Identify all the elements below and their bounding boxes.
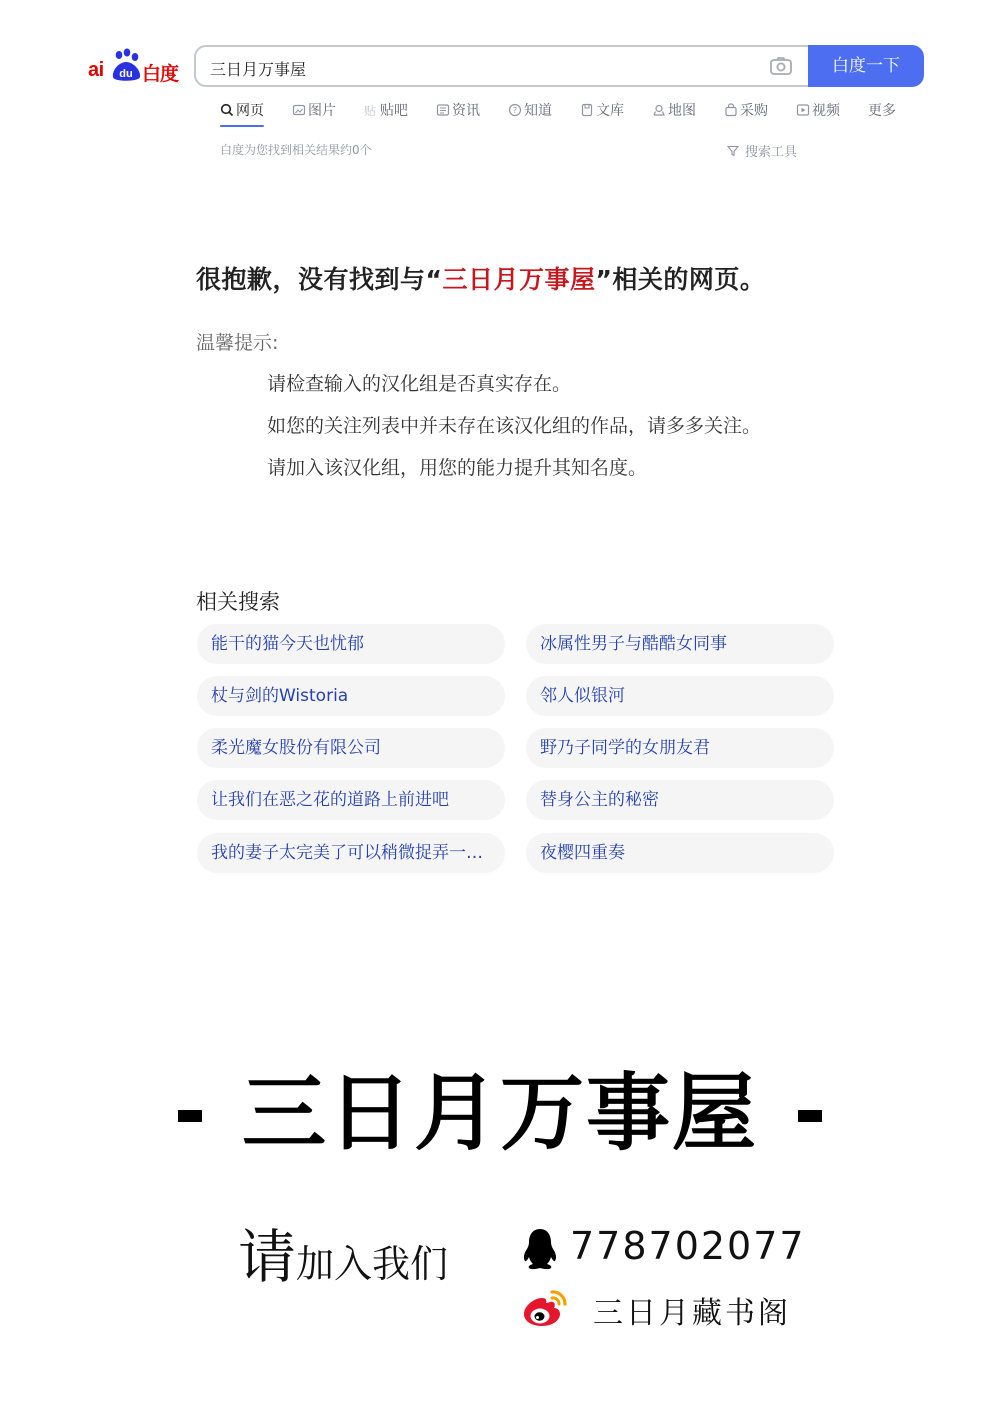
weibo-account-name: 三日月藏书阁 bbox=[593, 1296, 791, 1331]
related-search-item[interactable]: 野乃子同学的女朋友君 bbox=[526, 728, 834, 768]
no-result-keyword: 三日月万事屋 bbox=[442, 265, 596, 294]
map-icon bbox=[652, 103, 666, 117]
search-query[interactable]: 三日月万事屋 bbox=[210, 60, 307, 79]
dash-decoration bbox=[798, 1110, 822, 1122]
related-search-item[interactable]: 杖与剑的Wistoria bbox=[197, 676, 505, 716]
related-search-item[interactable]: 邻人似银河 bbox=[526, 676, 834, 716]
qq-group-number: 778702077 bbox=[570, 1224, 806, 1268]
tab-map[interactable]: 地图 bbox=[652, 99, 696, 121]
tab-images[interactable]: 图片 bbox=[292, 99, 336, 121]
svg-text:du: du bbox=[119, 68, 133, 80]
search-tools-button[interactable]: 搜索工具 bbox=[727, 141, 797, 160]
camera-icon[interactable] bbox=[770, 57, 792, 75]
group-title-banner: 三日月万事屋 bbox=[0, 1046, 1000, 1167]
related-search-item[interactable]: 我的妻子太完美了可以稍微捉弄一… bbox=[197, 833, 505, 873]
weibo-icon bbox=[522, 1288, 570, 1328]
tips-label: 温馨提示: bbox=[196, 332, 279, 354]
tip-item: 请加入该汉化组，用您的能力提升其知名度。 bbox=[267, 457, 648, 479]
dash-decoration bbox=[178, 1110, 202, 1122]
join-us-text: 请加入我们 bbox=[238, 1223, 449, 1291]
tab-wenku[interactable]: 文库 bbox=[580, 99, 624, 121]
tieba-icon bbox=[364, 103, 378, 117]
paw-icon bbox=[110, 48, 142, 82]
search-icon bbox=[220, 103, 234, 117]
question-icon bbox=[508, 103, 522, 117]
related-searches-title: 相关搜索 bbox=[196, 590, 280, 614]
tab-web[interactable]: 网页 bbox=[220, 99, 264, 121]
tab-shopping[interactable]: 采购 bbox=[724, 99, 768, 121]
result-count: 白度为您找到相关结果约0个 bbox=[220, 143, 372, 157]
related-search-item[interactable]: 能干的猫今天也忧郁 bbox=[197, 624, 505, 664]
related-search-item[interactable]: 替身公主的秘密 bbox=[526, 780, 834, 820]
news-icon bbox=[436, 103, 450, 117]
svg-text:?: ? bbox=[512, 106, 518, 115]
logo-ai-text: ai bbox=[88, 59, 104, 81]
no-result-heading: 很抱歉，没有找到与“三日月万事屋”相关的网页。 bbox=[196, 265, 766, 294]
baidu-logo[interactable] bbox=[88, 48, 180, 84]
bag-icon bbox=[724, 103, 738, 117]
tab-news[interactable]: 资讯 bbox=[436, 99, 480, 121]
tab-zhidao[interactable]: ? 知道 bbox=[508, 99, 552, 121]
related-search-item[interactable]: 让我们在恶之花的道路上前进吧 bbox=[197, 780, 505, 820]
tip-item: 如您的关注列表中并未存在该汉化组的作品，请多多关注。 bbox=[267, 415, 762, 437]
related-search-item[interactable]: 冰属性男子与酷酷女同事 bbox=[526, 624, 834, 664]
tab-more[interactable]: 更多 bbox=[868, 103, 896, 119]
search-input[interactable] bbox=[194, 45, 810, 87]
tab-video[interactable]: 视频 bbox=[796, 99, 840, 121]
related-search-item[interactable]: 夜樱四重奏 bbox=[526, 833, 834, 873]
doc-icon bbox=[580, 103, 594, 117]
video-icon bbox=[796, 103, 810, 117]
svg-text:贴: 贴 bbox=[364, 104, 377, 117]
tab-tieba[interactable]: 贴 贴吧 bbox=[364, 103, 408, 119]
image-icon bbox=[292, 103, 306, 117]
search-button[interactable]: 白度一下 bbox=[808, 45, 924, 87]
tip-item: 请检查输入的汉化组是否真实存在。 bbox=[267, 373, 572, 395]
qq-penguin-icon bbox=[522, 1228, 558, 1270]
filter-icon bbox=[727, 145, 739, 157]
search-tabs bbox=[220, 99, 896, 129]
related-search-item[interactable]: 柔光魔女股份有限公司 bbox=[197, 728, 505, 768]
logo-brand-text: 白度 bbox=[142, 63, 179, 85]
